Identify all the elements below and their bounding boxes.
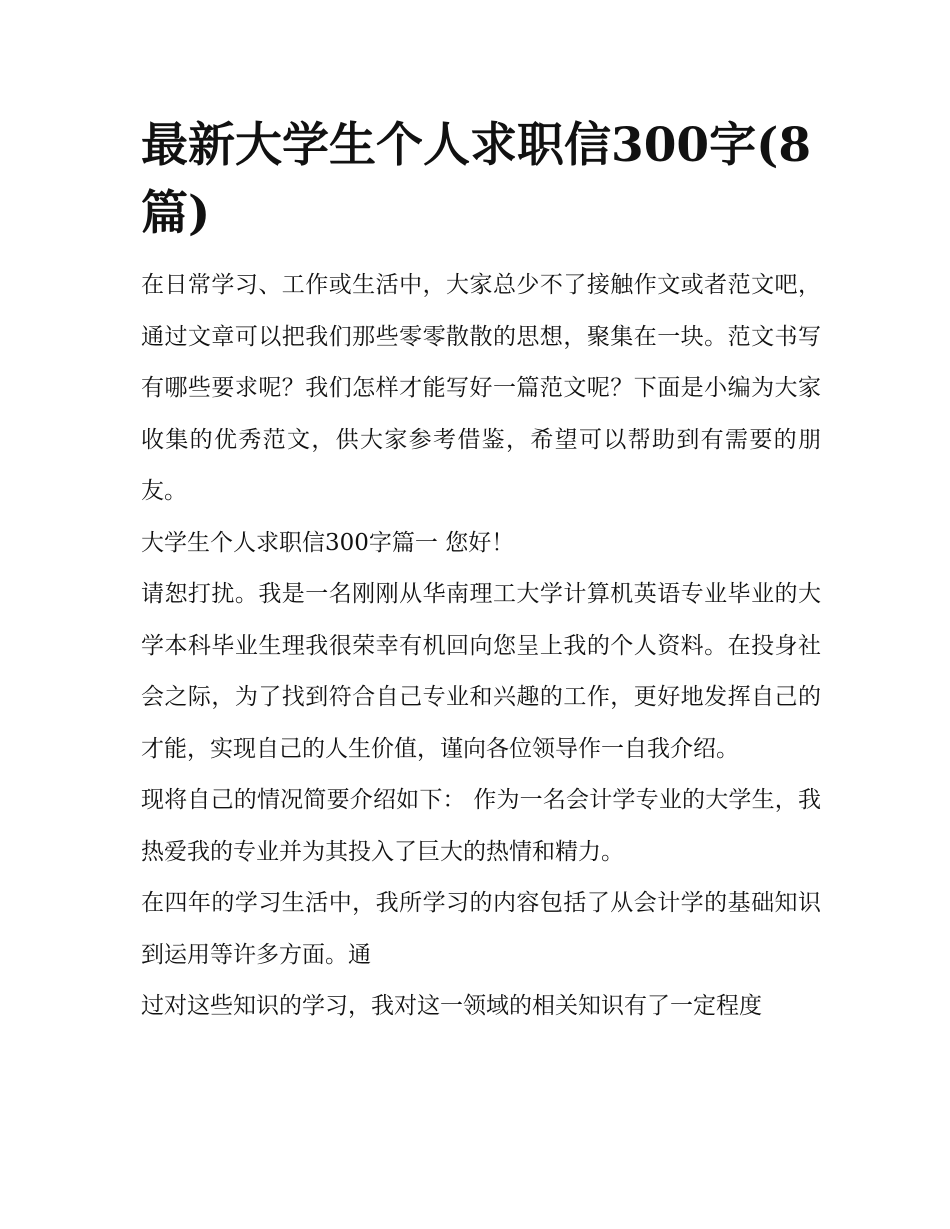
letter-heading-paragraph: 大学生个人求职信300字篇一 您好！ [141, 529, 515, 556]
document-body [141, 112, 821, 1033]
letter-paragraph-4: 过对这些知识的学习，我对这一领域的相关知识有了一定程度 [141, 993, 762, 1019]
letter-paragraph-1: 请恕打扰。我是一名刚刚从华南理工大学计算机英语专业毕业的大学本科毕业生理我很荣幸有机回向您呈上我的个人资料。在投身社会之际，为了找到符合自己专业和兴趣的工作，更好地发挥自己的才能，实现自己的人生价值，谨向各位领导作一自我介绍。 [141, 581, 821, 762]
intro-paragraph: 在日常学习、工作或生活中，大家总少不了接触作文或者范文吧，通过文章可以把我们那些零零散散的思想，聚集在一块。范文书写有哪些要求呢？我们怎样才能写好一篇范文呢？下面是小编为大家收集的优秀范文，供大家参考借鉴，希望可以帮助到有需要的朋友。 [141, 272, 821, 504]
letter-paragraph-3: 在四年的学习生活中，我所学习的内容包括了从会计学的基础知识到运用等许多方面。通 [141, 890, 821, 968]
document-title: 最新大学生个人求职信300字(8篇) [141, 118, 812, 241]
letter-paragraph-2: 现将自己的情况简要介绍如下： 作为一名会计学专业的大学生，我热爱我的专业并为其投入了巨大的热情和精力。 [141, 787, 821, 865]
